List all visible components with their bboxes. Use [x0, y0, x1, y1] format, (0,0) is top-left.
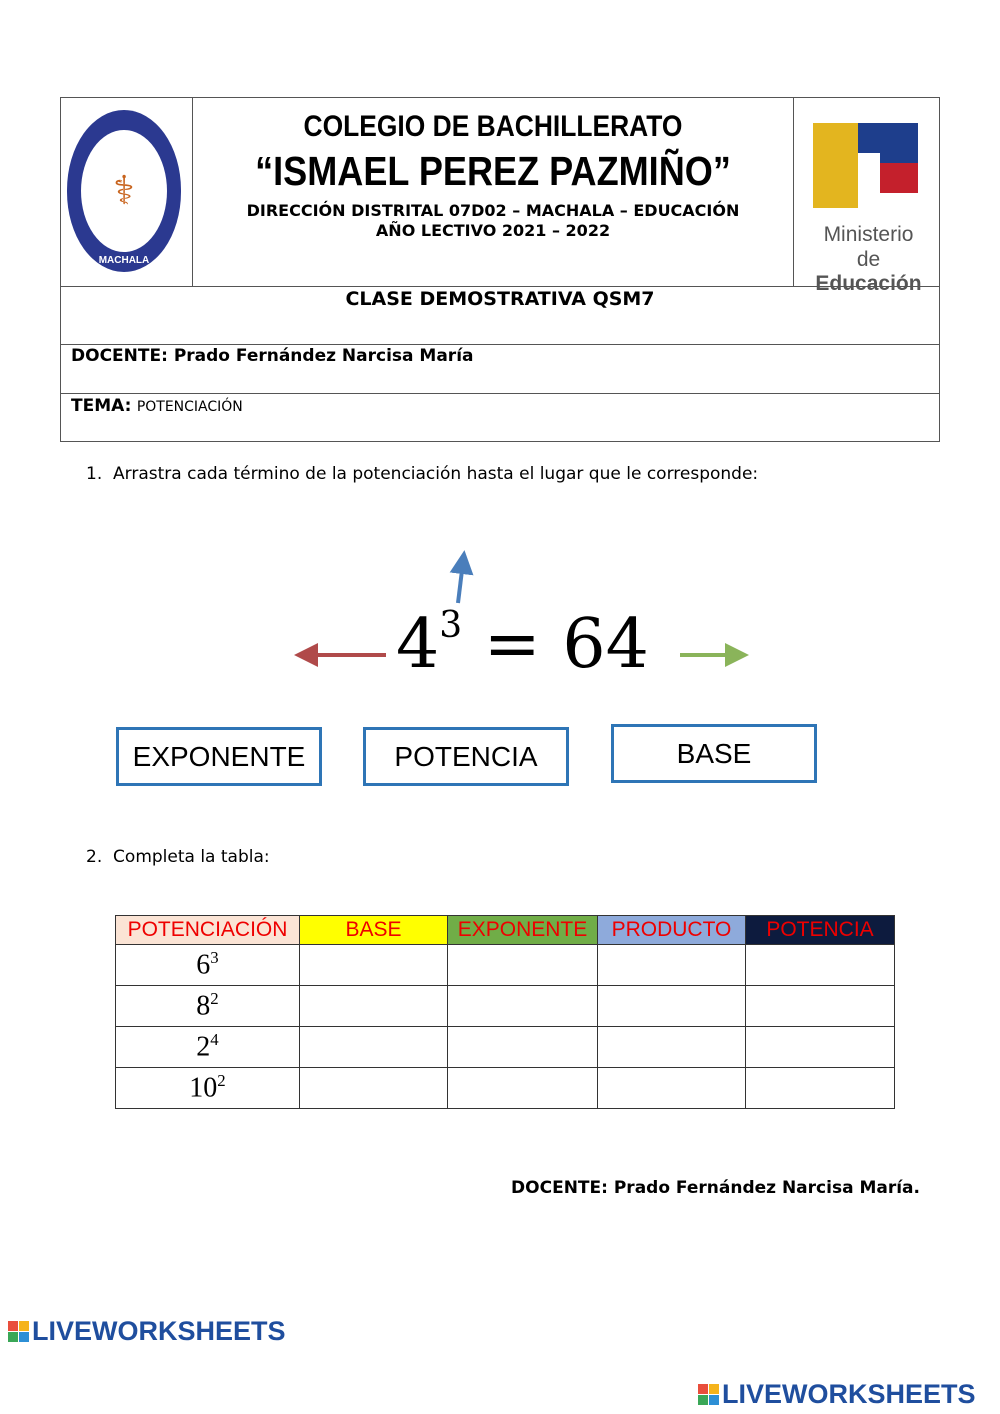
liveworksheets-logo-bottom: LIVEWORKSHEETS: [698, 1379, 976, 1410]
district: DIRECCIÓN DISTRITAL 07D02 – MACHALA – EDUCACIÓN: [246, 201, 740, 220]
school-year: AÑO LECTIVO 2021 – 2022: [375, 221, 611, 240]
answer-cell[interactable]: [598, 986, 746, 1027]
school-logo: ⚕ MACHALA: [67, 110, 181, 272]
equation: $4^3 = 64$: [396, 605, 649, 684]
answer-cell[interactable]: [746, 1068, 895, 1109]
school-name: “ISMAEL PEREZ PAZMIÑO”: [255, 148, 731, 194]
liveworksheets-icon: [698, 1384, 719, 1405]
exponent-arrow: [458, 562, 463, 603]
teacher-row: DOCENTE: Prado Fernández Narcisa María: [71, 346, 474, 366]
col-header: POTENCIA: [746, 916, 895, 945]
class-title: CLASE DEMOSTRATIVA QSM7: [345, 288, 655, 310]
answer-cell[interactable]: [598, 945, 746, 986]
table-row: $10^2$: [116, 1068, 895, 1109]
answer-cell[interactable]: [598, 1068, 746, 1109]
liveworksheets-icon: [8, 1321, 29, 1342]
table-row: $2^4$: [116, 1027, 895, 1068]
table-row: $6^3$: [116, 945, 895, 986]
answer-cell[interactable]: [448, 1027, 598, 1068]
col-header: BASE: [300, 916, 448, 945]
col-header: PRODUCTO: [598, 916, 746, 945]
answer-cell[interactable]: [746, 1027, 895, 1068]
question-2: 2. Completa la tabla:: [86, 847, 270, 867]
liveworksheets-logo: LIVEWORKSHEETS: [8, 1316, 286, 1347]
topic: POTENCIACIÓN: [136, 399, 243, 415]
answer-cell[interactable]: [300, 986, 448, 1027]
col-header: POTENCIACIÓN: [116, 916, 300, 945]
drag-option-exponente[interactable]: EXPONENTE: [116, 727, 322, 786]
signature: DOCENTE: Prado Fernández Narcisa María.: [511, 1178, 920, 1198]
answer-cell[interactable]: [746, 986, 895, 1027]
answer-cell[interactable]: [300, 945, 448, 986]
answer-cell[interactable]: [746, 945, 895, 986]
answer-cell[interactable]: [300, 1068, 448, 1109]
ministry-logo: Ministerio de Educación: [801, 108, 936, 278]
school-type: COLEGIO DE BACHILLERATO: [303, 110, 683, 143]
drag-option-potencia[interactable]: POTENCIA: [363, 727, 569, 786]
answer-cell[interactable]: [598, 1027, 746, 1068]
table-row: $8^2$: [116, 986, 895, 1027]
answer-cell[interactable]: [448, 1068, 598, 1109]
answer-cell[interactable]: [448, 945, 598, 986]
col-header: EXPONENTE: [448, 916, 598, 945]
header-table: ⚕ MACHALA COLEGIO DE BACHILLERATO “ISMAEL PEREZ PAZMIÑO” DIRECCIÓN DISTRITAL 07D02 – MACHALA – EDUCACIÓN AÑO LECTIVO 2021 – 2022 Ministerio de Educación CLASE DEMOSTRATIVA QSM7 DOCENTE: Prado Fernández Narcisa María TEMA: POTENCIACIÓN: [60, 97, 940, 442]
power-table: [115, 915, 895, 1109]
answer-cell[interactable]: [300, 1027, 448, 1068]
question-1: 1. Arrastra cada término de la potenciación hasta el lugar que le corresponde:: [86, 464, 759, 484]
drag-option-base[interactable]: BASE: [611, 724, 817, 783]
answer-cell[interactable]: [448, 986, 598, 1027]
